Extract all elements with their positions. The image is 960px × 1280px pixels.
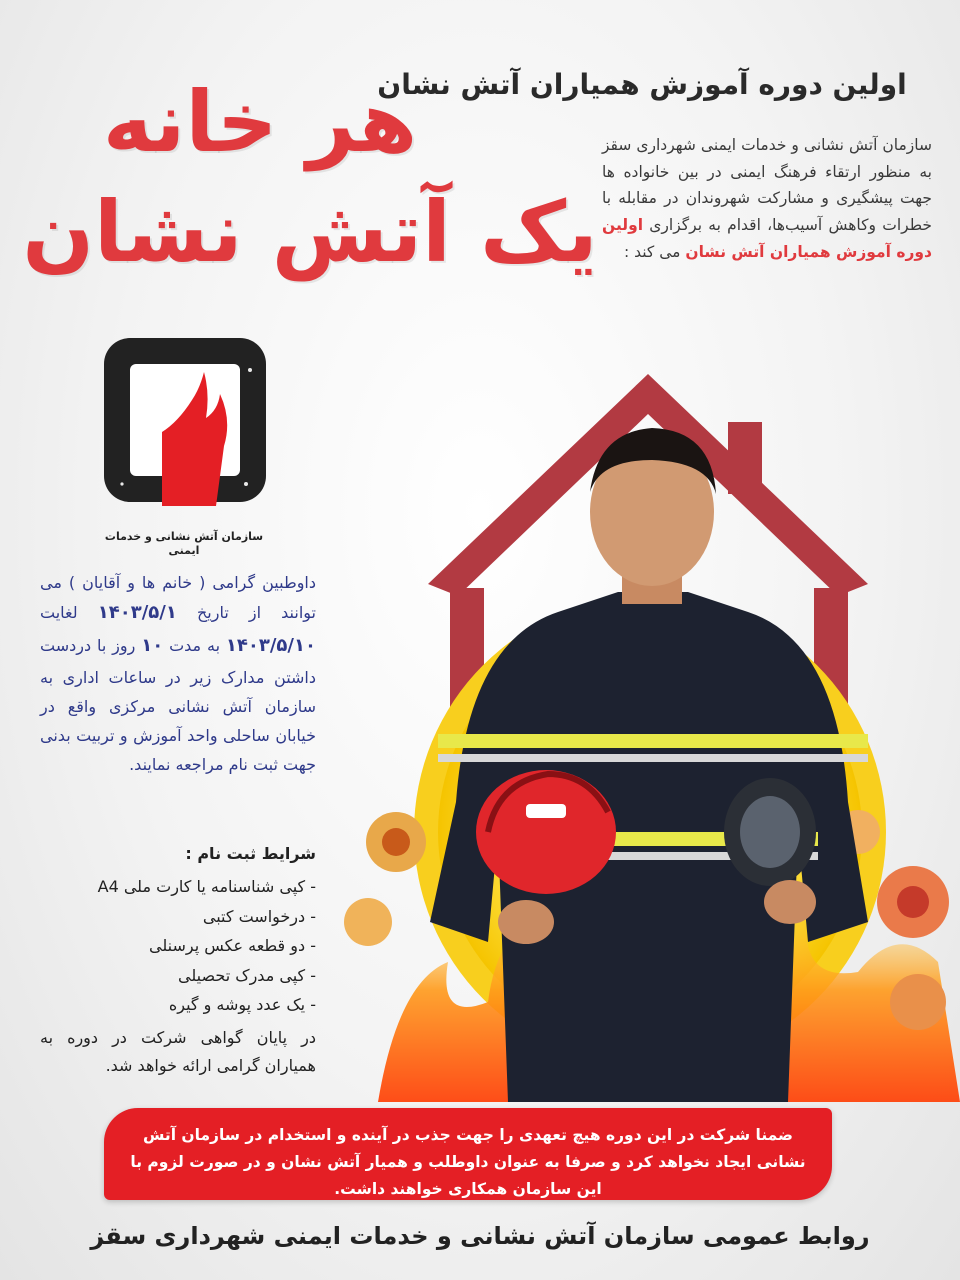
- notice-banner: ضمنا شرکت در این دوره هیچ تعهدی را جهت جذب در آینده و استخدام در سازمان آتش نشانی ایجاد نخواهد کرد و صرفا به عنوان داوطلب و همیار آتش نشان و در صورت لزوم با این سازمان همکاری خواهند داشت.: [104, 1108, 832, 1200]
- list-item: - یک عدد پوشه و گیره: [168, 995, 316, 1015]
- volunteers-text-4: روز با دردست داشتن مدارک زیر در ساعات اداری به سازمان آتش نشانی مرکزی واقع در خیابان ساحلی واحد آموزش و تربیت بدنی جهت ثبت نام مراجعه نمایند.: [40, 635, 316, 774]
- intro-paragraph: [602, 132, 932, 265]
- conditions-title: شرایط ثبت نام :: [185, 844, 316, 863]
- list-item: - درخواست کتبی: [202, 906, 316, 926]
- volunteers-text-2: لغایت: [40, 603, 78, 623]
- date-from: ۱۴۰۳/۵/۱: [97, 602, 177, 624]
- fire-department-logo-icon: [100, 334, 270, 506]
- list-item: - کپی شناسنامه یا کارت ملی A4: [97, 877, 316, 896]
- intro-text: سازمان آتش نشانی و خدمات ایمنی شهرداری سقز به منظور ارتقاء فرهنگ ایمنی در بین خانواده ها جهت پیشگیری و مشارکت شهروندان در مقابله با خطرات وکاهش آسیب‌ها، اقدام به برگزاری: [602, 136, 932, 234]
- duration-days: ۱۰: [141, 634, 164, 656]
- date-to: ۱۴۰۳/۵/۱۰: [225, 634, 316, 656]
- volunteers-text-3: به مدت: [169, 635, 221, 655]
- slogan-line-1: هر خانه: [102, 73, 418, 171]
- footer-credit: روابط عمومی سازمان آتش نشانی و خدمات ایمنی شهرداری سقز: [90, 1222, 870, 1250]
- certificate-note: در پایان گواهی شرکت در دوره به همیاران گرامی ارائه خواهد شد.: [40, 1028, 316, 1075]
- list-item: - کپی مدرک تحصیلی: [178, 965, 316, 985]
- list-item: - دو قطعه عکس پرسنلی: [149, 936, 316, 956]
- intro-ending: می کند :: [623, 242, 681, 261]
- volunteers-text-1: داوطبین گرامی ( خانم ها و آقایان ) می توانند از تاریخ: [40, 573, 316, 623]
- conditions-list: [40, 872, 316, 1020]
- intro-highlight: اولین دوره آموزش همیاران آتش نشان: [602, 215, 932, 261]
- logo-caption: سازمان آتش نشانی و خدمات ایمنی: [104, 530, 264, 558]
- firefighter-house-illustration: [338, 362, 960, 1102]
- slogan-line-2: یک آتش نشان: [22, 183, 598, 281]
- volunteers-paragraph: [40, 568, 316, 779]
- headline: اولین دوره آموزش همیاران آتش نشان: [377, 68, 907, 101]
